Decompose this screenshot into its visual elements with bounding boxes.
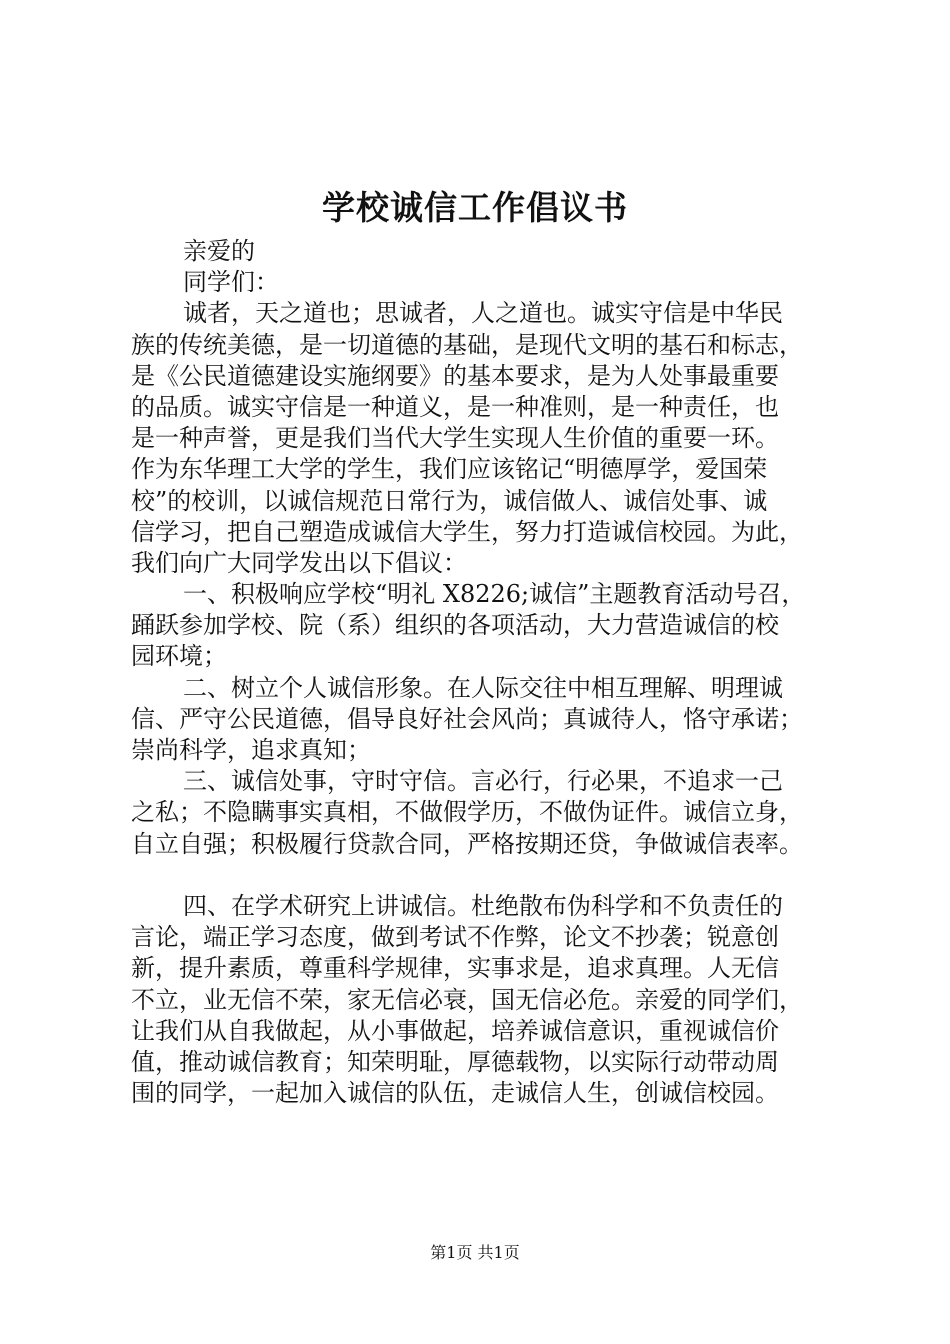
proposal-item-3: 三、诚信处事，守时守信。言必行，行必果，不追求一己 [183, 767, 783, 796]
body-line: 的品质。诚实守信是一种道义，是一种准则，是一种责任，也 [131, 392, 779, 421]
proposal-item-2: 二、树立个人诚信形象。在人际交往中相互理解、明理诚 [183, 673, 783, 702]
document-body [131, 236, 831, 1109]
body-line: 是《公民道德建设实施纲要》的基本要求，是为人处事最重要 [131, 361, 779, 390]
body-line: 信、严守公民道德，倡导良好社会风尚；真诚待人，恪守承诺； [131, 704, 803, 733]
body-line: 族的传统美德，是一切道德的基础，是现代文明的基石和标志， [131, 330, 803, 359]
proposal-item-4: 四、在学术研究上讲诚信。杜绝散布伪科学和不负责任的 [183, 891, 783, 920]
blank-line [131, 860, 831, 891]
body-line: 值，推动诚信教育；知荣明耻，厚德载物，以实际行动带动周 [131, 1047, 779, 1076]
body-line: 之私；不隐瞒事实真相，不做假学历，不做伪证件。诚信立身， [131, 798, 803, 827]
body-line: 作为东华理工大学的学生，我们应该铭记“明德厚学，爱国荣 [131, 455, 768, 484]
proposal-item-1: 一、积极响应学校“明礼 X8226;诚信”主题教育活动号召， [183, 580, 806, 609]
body-line: 踊跃参加学校、院（系）组织的各项活动，大力营造诚信的校 [131, 611, 779, 640]
body-line: 诚者，天之道也；思诚者，人之道也。诚实守信是中华民 [183, 299, 783, 328]
salutation-line-1: 亲爱的 [183, 237, 255, 265]
body-line: 校”的校训，以诚信规范日常行为，诚信做人、诚信处事、诚 [131, 486, 768, 515]
body-line: 信学习，把自己塑造成诚信大学生，努力打造诚信校园。为此， [131, 517, 803, 546]
body-line: 自立自强；积极履行贷款合同，严格按期还贷，争做诚信表率。 [131, 829, 803, 858]
body-line: 让我们从自我做起，从小事做起，培养诚信意识，重视诚信价 [131, 1016, 779, 1045]
page-footer: 第1页 共1页 [430, 1243, 520, 1262]
body-line: 园环境； [131, 642, 227, 671]
body-line: 言论，端正学习态度，做到考试不作弊，论文不抄袭；锐意创 [131, 923, 779, 952]
body-line: 新，提升素质，尊重科学规律，实事求是，追求真理。人无信 [131, 954, 779, 983]
body-line: 不立，业无信不荣，家无信必衰，国无信必危。亲爱的同学们， [131, 985, 803, 1014]
body-line: 崇尚科学，追求真知； [131, 736, 371, 764]
document-title: 学校诚信工作倡议书 [322, 188, 628, 227]
body-line: 我们向广大同学发出以下倡议： [131, 548, 467, 577]
body-line: 是一种声誉，更是我们当代大学生实现人生价值的重要一环。 [131, 424, 779, 453]
body-line: 围的同学，一起加入诚信的队伍，走诚信人生，创诚信校园。 [131, 1079, 779, 1108]
salutation-line-2: 同学们： [183, 268, 279, 297]
